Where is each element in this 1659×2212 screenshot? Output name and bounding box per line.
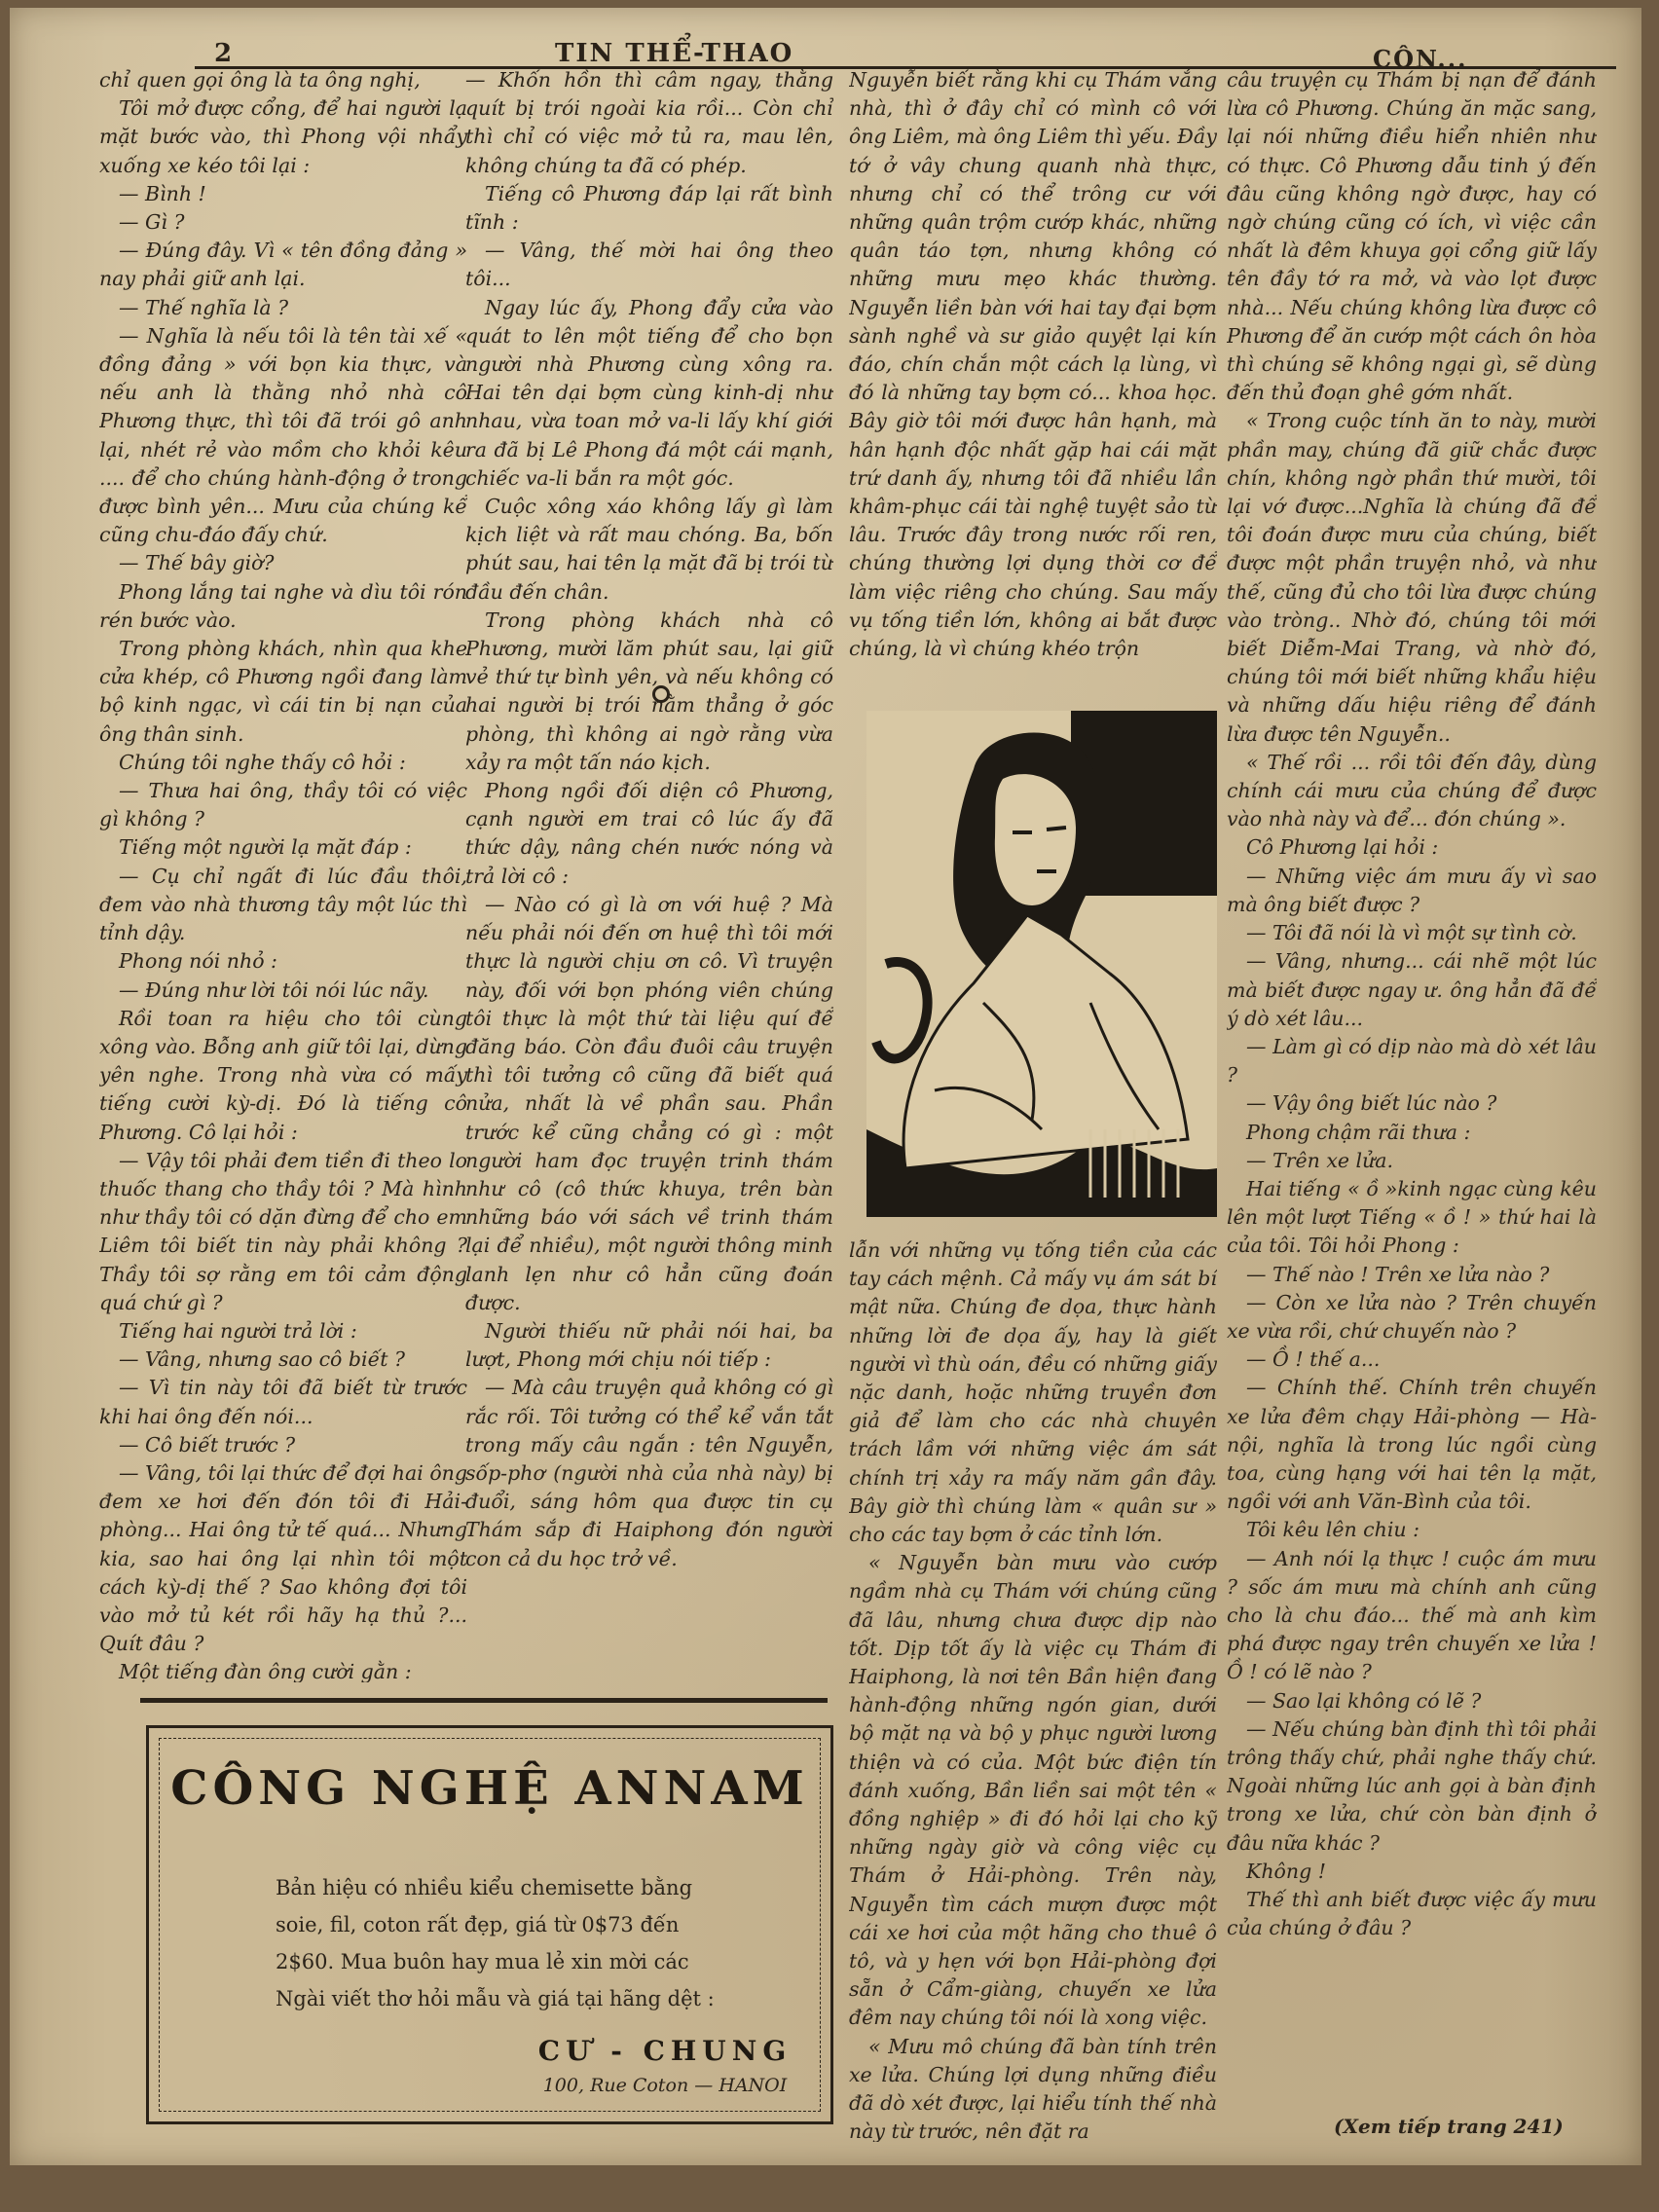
advertisement-box — [146, 1725, 833, 2124]
paragraph: — Vâng, nhưng sao cô biết ? — [119, 1347, 405, 1372]
paragraph: — Cô biết trước ? — [119, 1432, 296, 1456]
paragraph: — Thưa hai ông, thầy tôi có việc gì không ? — [99, 779, 467, 831]
paragraph: — Vậy ông biết lúc nào ? — [1246, 1091, 1497, 1116]
paragraph: Tiếng hai người trả lời : — [119, 1318, 357, 1343]
paragraph: — Thế nào ! Trên xe lửa nào ? — [1246, 1262, 1550, 1286]
running-title-right: CÔN... — [1373, 45, 1468, 73]
page-number: 2 — [214, 39, 233, 68]
paragraph: — Khốn hồn thì câm ngay, thằng quít bị trói ngoài kia rồi... Còn chỉ thì chỉ có việc mở tủ ra, mau lên, không chúng ta đã có phép. — [465, 68, 833, 177]
ad-title: CÔNG NGHỆ ANNAM — [170, 1761, 809, 1816]
paragraph: — Nghĩa là nếu tôi là tên tài xế « đồng đảng » với bọn kia thực, và nếu anh là thằng nhỏ nhà cô Phương thực, thì tôi đã trói gô anh lại, nhét rẻ vào mồm cho khỏi kêu .... để cho chúng hành-động ở trong được bình yên... Mưu của chúng kể cũng chu-đáo đấy chứ. — [99, 323, 467, 547]
newspaper-page — [10, 8, 1641, 2165]
paragraph: — Mà câu truyện quả không có gì rắc rối. Tôi tưởng có thể kể vắn tắt trong mấy câu ngắn : tên Nguyễn, sốp-phơ (người nhà của nhà này) bị đuổi, sáng hôm qua được tin cụ Thám sắp đi Haiphong đón người con cả du học trở về. — [465, 1376, 833, 1570]
paragraph: Thế thì anh biết được việc ấy mưu của chúng ở đâu ? — [1227, 1888, 1597, 1940]
ad-body: Bản hiệu có nhiều kiểu chemisette bằng soie, fil, coton rất đẹp, giá từ 0$73 đến 2$60. Mua buôn hay mua lẻ xin mời các Ngài viết thơ hỏi mẫu và giá tại hãng dệt : — [276, 1876, 715, 2010]
paragraph: — Thế bây giờ? — [119, 551, 275, 575]
woman-portrait-illustration — [866, 711, 1217, 1217]
paragraph: Phong lắng tai nghe và dìu tôi rón rén bước vào. — [99, 579, 467, 632]
paragraph: — Vậy tôi phải đem tiền đi theo lo thuốc thang cho thầy tôi ? Mà hình như thầy tôi có dặn đừng để cho em Liêm tôi biết tin này phải không ? Thầy tôi sợ rằng em tôi cảm động quá chứ gì ? — [99, 1148, 467, 1314]
paragraph: Nguyễn biết rằng khi cụ Thám vắng nhà, thì ở đây chỉ có mình cô với ông Liêm, mà ông Liêm thì yếu. Đầy tớ ở vây chung quanh nhà thực, nhưng chỉ có thể trông cư với những quân trộm cướp khác, những quân táo tợn, nhưng không có những mưu mẹo khác thường. Nguyễn liền bàn với hai tay đại bợm sành nghề và sư giảo quyệt lại kín đáo, chín chắn một cách lạ lùng, vì đó là những tay bợm có... khoa học. Bây giờ tôi mới được hân hạnh, mà hân hạnh độc nhất gặp hai cái mặt trứ danh ấy, nhưng tôi đã nhiều lần khâm-phục cái tài nghệ tuyệt sảo từ lâu. Trước đây trong nước rối ren, chúng thường lợi dụng thời cơ để làm việc riêng cho chúng. Sau mấy vụ tống tiền lớn, không ai bắt được chúng, là vì chúng khéo trộn — [849, 68, 1217, 661]
paragraph: « Mưu mô chúng đã bàn tính trên xe lửa. Chúng lợi dụng những điều đã dò xét được, lại hiểu tính thế nhà này từ trước, nên đặt ra — [849, 2034, 1217, 2142]
paragraph: — Đúng đây. Vì « tên đồng đảng » nay phải giữ anh lại. — [99, 239, 467, 291]
paragraph: — Anh nói lạ thực ! cuộc ám mưu ? sốc ám mưu mà chính anh cũng cho là chu đáo... thế mà anh kìm phá được ngay trên chuyến xe lửa ! Ồ ! có lẽ nào ? — [1227, 1546, 1597, 1684]
paragraph: — Chính thế. Chính trên chuyến xe lửa đêm chạy Hải-phòng — Hà-nội, nghĩa là trong lúc ngồi cùng toa, cùng hạng với hai tên lạ mặt, ngồi với anh Văn-Bình của tôi. — [1227, 1376, 1597, 1514]
paragraph: — Bình ! — [119, 181, 206, 205]
paragraph: — Vì tin này tôi đã biết từ trước khi hai ông đến nói... — [99, 1376, 467, 1428]
paragraph: chỉ quen gọi ông là ta ông nghị, — [99, 68, 421, 92]
paragraph: câu truyện cụ Thám bị nạn để đánh lừa cô Phương. Chúng ăn mặc sang, lại nói những điều hiển nhiên như có thực. Cô Phương dẫu tinh ý đến đâu cũng không ngờ được, hay có ngờ chúng cũng có ích, vì việc cần nhất là đêm khuya gọi cổng giữ lấy tên đầy tớ ra mở, và vào lọt được nhà... Nếu chúng không lừa được cô Phương để ăn cướp một cách ôn hòa thì chúng sẽ không ngại gì, sẽ dùng đến thủ đoạn ghê gớm nhất. — [1227, 68, 1597, 405]
paragraph: Phong chậm rãi thưa : — [1246, 1120, 1471, 1144]
paragraph: Cuộc xông xáo không lấy gì làm kịch liệt và rất mau chóng. Ba, bốn phút sau, hai tên lạ mặt đã bị trói từ đầu đến chân. — [465, 495, 833, 604]
continued-note: (Xem tiếp trang 241) — [1334, 2115, 1564, 2138]
paragraph: — Còn xe lửa nào ? Trên chuyến xe vừa rồi, chứ chuyến nào ? — [1227, 1290, 1597, 1343]
paragraph: lẫn với những vụ tống tiền của các tay cách mệnh. Cả mấy vụ ám sát bí mật nữa. Chúng đe dọa, thực hành những lời đe dọa ấy, hay là giết người vì thù oán, đều có những giấy nặc danh, hoặc những truyền đơn giả để làm cho các nhà chuyên trách lầm với những việc ám sát chính trị xảy ra mấy năm gần đây. Bây giờ thì chúng làm « quân sư » cho các tay bợm ở các tỉnh lớn. — [849, 1238, 1217, 1547]
paragraph: — Ồ ! thế a... — [1246, 1347, 1381, 1372]
ad-signature: CƯ - CHUNG — [537, 2035, 793, 2067]
paragraph: Cô Phương lại hỏi : — [1246, 835, 1439, 860]
paragraph: — Đúng như lời tôi nói lúc nãy. — [119, 977, 429, 1002]
paragraph: — Những việc ám mưu ấy vì sao mà ông biết được ? — [1227, 864, 1597, 916]
paragraph: — Nếu chúng bàn định thì tôi phải trông thấy chứ, phải nghe thấy chứ. Ngoài những lúc anh gọi à bàn định trong xe lửa, chứ còn bàn định ở đâu nữa khác ? — [1227, 1716, 1597, 1855]
ad-address: 100, Rue Coton — HANOI — [542, 2075, 788, 2096]
paragraph: — Làm gì có dịp nào mà dò xét lâu ? — [1227, 1034, 1597, 1088]
paragraph: Một tiếng đàn ông cười gằn : — [119, 1660, 412, 1682]
paragraph: Tiếng cô Phương đáp lại rất bình tĩnh : — [465, 181, 833, 235]
paragraph: — Sao lại không có lẽ ? — [1246, 1688, 1482, 1713]
paragraph: — Tôi đã nói là vì một sự tình cờ. — [1246, 921, 1577, 945]
paragraph: — Thế nghĩa là ? — [119, 295, 289, 319]
paragraph: — Trên xe lửa. — [1246, 1148, 1394, 1172]
paragraph: Ngay lúc ấy, Phong đẩy cửa vào quát to lên một tiếng để cho bọn người nhà Phương cùng xông ra. Hai tên dại bợm cùng kinh-dị như nhau, vừa toan mở va-li lấy khí giới ra đã bị Lê Phong đá một cái mạnh, chiếc va-li bắn ra một góc. — [465, 295, 833, 490]
paragraph: Tôi mở được cổng, để hai người lạ mặt bước vào, thì Phong vội nhẩy xuống xe kéo tôi lại : — [99, 96, 467, 177]
paragraph: — Vâng, nhưng... cái nhẽ một lúc mà biết được ngay ư. ông hẳn đã để ý dò xét lâu... — [1227, 949, 1597, 1030]
paragraph: Không ! — [1246, 1859, 1326, 1883]
paragraph: — Cụ chỉ ngất đi lúc đầu thôi, đem vào nhà thương tây một lúc thì tỉnh dậy. — [99, 864, 467, 945]
paragraph: « Nguyễn bàn mưu vào cướp ngầm nhà cụ Thám với chúng cũng đã lâu, nhưng chưa được dịp nào tốt. Dịp tốt ấy là việc cụ Thám đi Haiphong, là nơi tên Bần hiện đang hành-động những ngón gian, dưới bộ mặt nạ và bộ y phục người lương thiện và có của. Một bức điện tín đánh xuống, Bần liền sai một tên « đồng nghiệp » đi đó hỏi lại cho kỹ những ngày giờ và công việc cụ Thám ở Hải-phòng. Trên này, Nguyễn tìm cách mượn được một cái xe hơi của một hãng cho thuê ô tô, và y hẹn với bọn Hải-phòng đợi sẵn ở Cẩm-giàng, chuyến xe lửa đêm nay chúng tôi nói là xong việc. — [849, 1551, 1217, 2030]
ad-top-rule — [140, 1698, 828, 1703]
paragraph: Trong phòng khách, nhìn qua khe cửa khép, cô Phương ngồi đang làm bộ kinh ngạc, vì cái tin bị nạn của ông thân sinh. — [99, 637, 467, 746]
paragraph: Người thiếu nữ phải nói hai, ba lượt, Phong mới chịu nói tiếp : — [465, 1318, 833, 1372]
article-column-2 — [465, 66, 833, 1673]
paragraph: Phong ngồi đối diện cô Phương, cạnh người em trai cô lúc ấy đã thức dậy, nâng chén nước nóng và trả lời cô : — [465, 779, 833, 888]
paragraph: — Nào có gì là ơn với huệ ? Mà nếu phải nói đến ơn huệ thì tôi mới thực là người chịu ơn cô. Vì truyện này, đối với bọn phóng viên chúng tôi thực là một thứ tài liệu quí để đăng báo. Còn đầu đuôi câu truyện thì tôi tưởng cô cũng đã biết quá nửa, nhất là về phần sau. Phần trước kể cũng chẳng có gì : một người ham đọc truyện trinh thám như cô (cô thức khuya, trên bàn những báo với sách về trinh thám lại để nhiều), một người thông minh lanh lẹn như cô hẳn cũng đoán được. — [465, 892, 833, 1314]
paragraph: Trong phòng khách nhà cô Phương, mười lăm phút sau, lại giữ vẻ thứ tự bình yên, và nếu không có hai người bị trói nằm thẳng ở góc phòng, thì không ai ngờ rằng vừa xảy ra một tấn náo kịch. — [465, 608, 833, 774]
article-column-3-top — [849, 66, 1217, 689]
paragraph: — Vâng, tôi lại thức để đợi hai ông đem xe hơi đến đón tôi đi Hải-phòng... Hai ông tử tế quá... Nhưng kia, sao hai ông lại nhìn tôi một cách kỳ-dị thế ? Sao không đợi tôi vào mở tủ két rồi hãy hạ thủ ?... Quít đâu ? — [99, 1460, 467, 1656]
article-column-3-bottom — [849, 1236, 1217, 2142]
paragraph: Tôi kêu lên chiu : — [1246, 1518, 1420, 1542]
paragraph: Phong nói nhỏ : — [119, 949, 277, 974]
section-separator-icon — [652, 685, 670, 703]
paragraph: Hai tiếng « ồ »kinh ngạc cùng kêu lên một lượt Tiếng « ồ ! » thứ hai là của tôi. Tôi hỏi Phong : — [1227, 1176, 1597, 1258]
page-header — [195, 21, 1616, 73]
running-title: TIN THỂ-THAO — [555, 39, 794, 68]
paragraph: Tiếng một người lạ mặt đáp : — [119, 835, 412, 860]
paragraph: — Vâng, thế mời hai ông theo tôi... — [465, 239, 833, 291]
paragraph: Chúng tôi nghe thấy cô hỏi : — [119, 750, 406, 774]
article-column-4 — [1227, 66, 1597, 2101]
paragraph: « Thế rồi ... rồi tôi đến đây, dùng chính cái mưu của chúng để được vào nhà này và để... đón chúng ». — [1227, 750, 1597, 831]
paragraph: « Trong cuộc tính ăn to này, mười phần may, chúng đã giữ chắc được chín, không ngờ phần thứ mười, tôi lại vớ được...Nghĩa là chúng đã để tôi đoán được mưu của chúng, biết được một phần truyện nhỏ, và như thế, cũng đủ cho tôi lừa được chúng vào tròng.. Nhờ đó, chúng tôi mới biết Diễm-Mai Trang, và nhờ đó, chúng tôi mới biết những khẩu hiệu và những dấu hiệu riêng để đánh lừa được tên Nguyễn.. — [1227, 409, 1597, 746]
paragraph: Rồi toan ra hiệu cho tôi cùng xông vào. Bỗng anh giữ tôi lại, dừng yên nghe. Trong nhà vừa có mấy tiếng cười kỳ-dị. Đó là tiếng cô Phương. Cô lại hỏi : — [99, 1006, 467, 1144]
article-column-1 — [99, 66, 467, 1682]
paragraph: — Gì ? — [119, 210, 185, 235]
